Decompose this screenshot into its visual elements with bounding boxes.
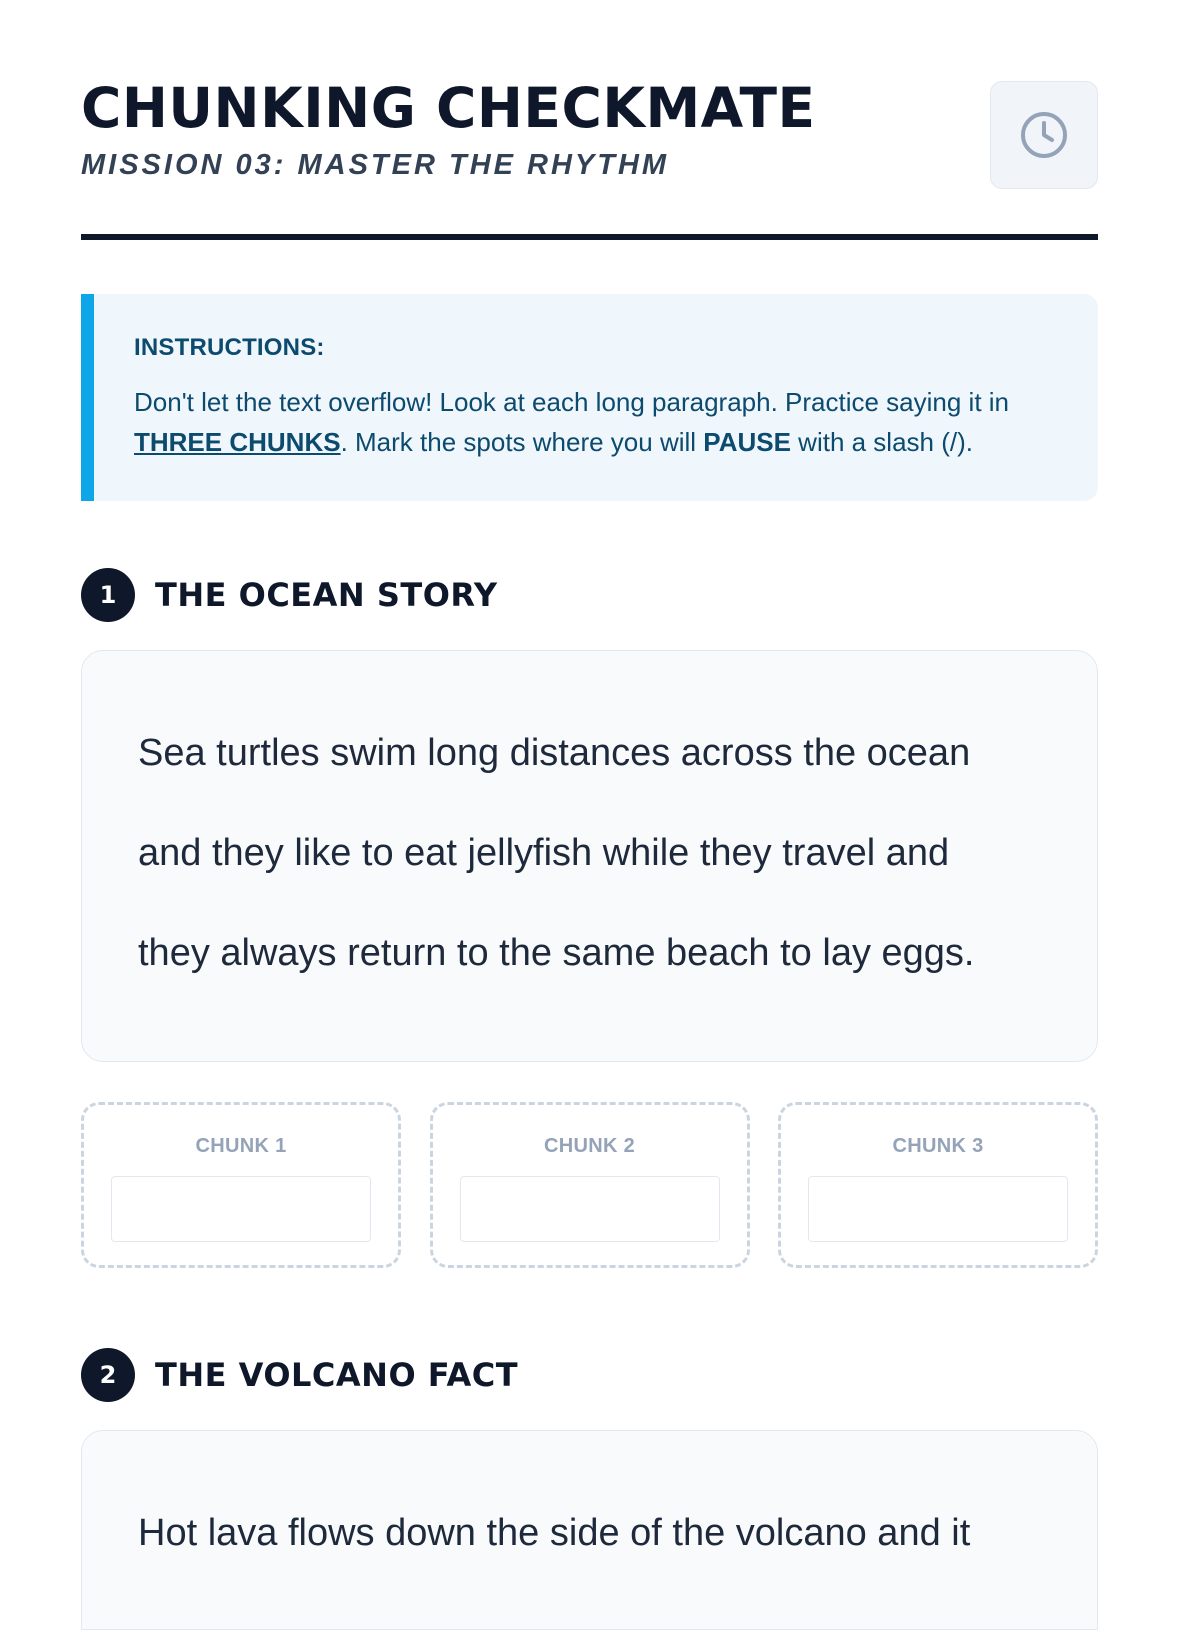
history-button[interactable]: [990, 81, 1098, 189]
instructions-panel: [81, 294, 1098, 501]
chunk-3-input[interactable]: [808, 1176, 1068, 1242]
passage-card: [81, 1430, 1098, 1630]
section-number-badge: 1: [81, 568, 135, 622]
three-chunks-emphasis: THREE CHUNKS: [134, 427, 341, 457]
chunk-label: CHUNK 2: [544, 1135, 635, 1157]
header-divider: [81, 234, 1098, 240]
chunk-box-2: [430, 1102, 750, 1268]
section-2-header: [81, 1348, 518, 1402]
chunk-box-1: [81, 1102, 401, 1268]
instructions-text-part: . Mark the spots where you will: [340, 427, 704, 457]
pause-emphasis: PAUSE: [703, 427, 791, 457]
instructions-text-part: Don't let the text overflow! Look at each long paragraph. Practice saying it in: [134, 387, 1010, 417]
instructions-text: [134, 382, 1058, 462]
instructions-text-part: with a slash (/).: [790, 427, 973, 457]
chunk-2-input[interactable]: [460, 1176, 720, 1242]
page-subtitle: MISSION 03: MASTER THE RHYTHM: [81, 148, 670, 181]
clock-icon: [1018, 109, 1070, 161]
section-number-badge: 2: [81, 1348, 135, 1402]
chunk-box-3: [778, 1102, 1098, 1268]
chunk-1-input[interactable]: [111, 1176, 371, 1242]
passage-line: and they like to eat jellyfish while they travel and: [138, 832, 950, 874]
passage-line: Hot lava flows down the side of the volcano and it: [138, 1512, 971, 1554]
page-header: [81, 0, 1098, 181]
passage-card: [81, 650, 1098, 1062]
section-title: THE OCEAN STORY: [155, 576, 498, 614]
section-1-header: [81, 568, 497, 622]
chunk-row: [81, 1102, 1098, 1268]
page-title: CHUNKING CHECKMATE: [81, 76, 816, 140]
instructions-heading: INSTRUCTIONS:: [134, 334, 325, 361]
chunk-label: CHUNK 1: [195, 1135, 287, 1157]
passage-line: Sea turtles swim long distances across the ocean: [138, 732, 971, 774]
chunk-label: CHUNK 3: [892, 1135, 984, 1157]
section-title: THE VOLCANO FACT: [155, 1356, 519, 1394]
passage-line: they always return to the same beach to lay eggs.: [138, 932, 975, 974]
